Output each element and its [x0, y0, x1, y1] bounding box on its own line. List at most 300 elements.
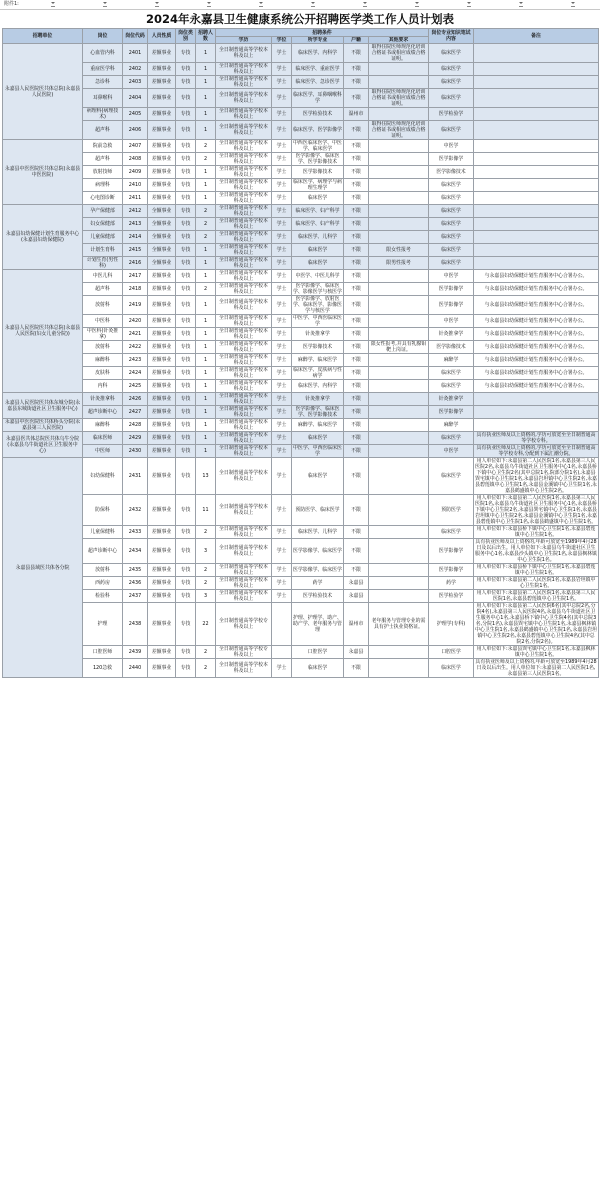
nature-cell[interactable]: 差额事业	[148, 192, 176, 205]
filter-dropdown-icon[interactable]	[51, 2, 55, 7]
nature-cell[interactable]: 差额事业	[148, 296, 176, 315]
nature-cell[interactable]: 差额事业	[148, 432, 176, 445]
other-requirement-cell[interactable]	[369, 166, 429, 179]
hukou-cell[interactable]: 不限	[344, 458, 369, 495]
count-cell[interactable]: 2	[196, 526, 216, 539]
major-cell[interactable]: 医学影像学、临床医学	[292, 564, 344, 577]
post-cell[interactable]: 超声科	[83, 283, 123, 296]
category-cell[interactable]: 专技	[176, 205, 196, 218]
count-cell[interactable]: 1	[196, 354, 216, 367]
post-cell[interactable]: 检验科	[83, 590, 123, 603]
filter-dropdown-icon[interactable]	[519, 2, 523, 7]
education-cell[interactable]: 全日制普通高等学校本科及以上	[216, 367, 272, 380]
remark-cell[interactable]	[474, 166, 599, 179]
education-cell[interactable]: 全日制普通高等学校专科及以上	[216, 603, 272, 646]
remark-cell[interactable]: 用人单位如下:永嘉县桥下镇中心卫生院1名,永嘉县碧莲镇中心卫生院1名。	[474, 564, 599, 577]
exam-subject-cell[interactable]: 临床医学	[429, 257, 474, 270]
education-cell[interactable]: 全日制普通高等学校本科及以上	[216, 218, 272, 231]
nature-cell[interactable]: 差额事业	[148, 108, 176, 121]
major-cell[interactable]: 临床医学、急诊医学	[292, 76, 344, 89]
nature-cell[interactable]: 差额事业	[148, 603, 176, 646]
degree-cell[interactable]: 学士	[272, 108, 292, 121]
code-cell[interactable]: 2437	[123, 590, 148, 603]
major-cell[interactable]: 医学检验技术	[292, 590, 344, 603]
category-cell[interactable]: 专技	[176, 244, 196, 257]
degree-cell[interactable]: 学士	[272, 564, 292, 577]
remark-cell[interactable]: 与永嘉县妇幼保健计划生育服务中心合署办公。	[474, 315, 599, 328]
major-cell[interactable]: 中西医临床医学、中医学、临床医学	[293, 140, 342, 152]
other-requirement-cell[interactable]: 限女性报考,并具有乳腺钼靶上岗证。	[369, 341, 429, 354]
category-cell[interactable]: 专技	[176, 166, 196, 179]
category-cell[interactable]: 专技	[176, 257, 196, 270]
exam-subject-cell[interactable]: 医学检验学	[429, 108, 474, 121]
nature-cell[interactable]: 差额事业	[148, 315, 176, 328]
other-requirement-cell[interactable]	[369, 76, 429, 89]
remark-cell[interactable]	[474, 153, 599, 166]
post-cell[interactable]: 放射科	[83, 564, 123, 577]
major-cell[interactable]: 针灸推拿学	[292, 328, 344, 341]
remark-cell[interactable]: 具有执业医师及以上资格的,学历可放宽至全日制普通高等学校专科,分配到下属汇潮分院。	[474, 445, 599, 458]
education-cell[interactable]: 全日制普通高等学校本科及以上	[216, 89, 272, 108]
nature-cell[interactable]: 差额事业	[148, 283, 176, 296]
exam-subject-cell[interactable]: 药学	[429, 577, 474, 590]
education-cell[interactable]: 全日制普通高等学校本科及以上	[216, 590, 272, 603]
count-cell[interactable]: 2	[196, 140, 216, 153]
category-cell[interactable]: 专技	[176, 495, 196, 526]
degree-cell[interactable]: 学士	[272, 231, 292, 244]
nature-cell[interactable]: 差额事业	[148, 63, 176, 76]
major-cell[interactable]: 临床医学	[292, 192, 344, 205]
exam-subject-cell[interactable]: 临床医学	[429, 63, 474, 76]
education-cell[interactable]: 全日制普通高等学校本科及以上	[216, 526, 272, 539]
other-requirement-cell[interactable]	[369, 458, 429, 495]
exam-subject-cell[interactable]: 麻醉学	[429, 419, 474, 432]
degree-cell[interactable]: 学士	[272, 296, 292, 315]
post-cell[interactable]: 口腔医师	[83, 646, 123, 659]
education-cell[interactable]: 全日制普通高等学校本科及以上	[216, 166, 272, 179]
exam-subject-cell[interactable]: 针灸推拿学	[429, 393, 474, 406]
remark-cell[interactable]	[474, 63, 599, 76]
other-requirement-cell[interactable]	[369, 659, 429, 678]
other-requirement-cell[interactable]	[369, 179, 429, 192]
post-cell[interactable]: 超声科	[83, 121, 123, 140]
nature-cell[interactable]: 差额事业	[148, 564, 176, 577]
post-cell[interactable]: 计划生育科	[83, 244, 123, 257]
remark-cell[interactable]	[474, 108, 599, 121]
nature-cell[interactable]: 差额事业	[148, 153, 176, 166]
code-cell[interactable]: 2436	[123, 577, 148, 590]
category-cell[interactable]: 专技	[176, 140, 196, 153]
category-cell[interactable]: 专技	[176, 659, 196, 678]
exam-subject-cell[interactable]: 医学影像技术	[429, 341, 474, 354]
category-cell[interactable]: 专技	[176, 603, 196, 646]
code-cell[interactable]: 2433	[123, 526, 148, 539]
nature-cell[interactable]: 差额事业	[148, 89, 176, 108]
code-cell[interactable]: 2438	[123, 603, 148, 646]
unit-cell[interactable]: 永嘉县中医医院医共体总院(永嘉县中医医院)	[3, 140, 83, 205]
other-requirement-cell[interactable]	[369, 419, 429, 432]
unit-cell[interactable]: 永嘉县县域医共体各分院	[3, 458, 83, 678]
remark-cell[interactable]: 与永嘉县妇幼保健计划生育服务中心合署办公。	[474, 296, 599, 315]
other-requirement-cell[interactable]	[369, 646, 429, 659]
exam-subject-cell[interactable]: 针灸推拿学	[429, 328, 474, 341]
major-cell[interactable]: 临床医学、内科学	[292, 380, 344, 393]
post-cell[interactable]: 中医科(针灸推拿)	[83, 328, 123, 341]
post-cell[interactable]: 内科	[83, 380, 123, 393]
remark-cell[interactable]	[474, 231, 599, 244]
major-cell[interactable]: 临床医学、妇产科学	[292, 218, 344, 231]
education-cell[interactable]: 全日制普通高等学校本科及以上	[216, 192, 272, 205]
count-cell[interactable]: 1	[196, 419, 216, 432]
code-cell[interactable]: 2425	[123, 380, 148, 393]
remark-cell[interactable]	[474, 76, 599, 89]
nature-cell[interactable]: 差额事业	[148, 445, 176, 458]
major-cell[interactable]: 临床医学	[292, 659, 344, 678]
nature-cell[interactable]: 差额事业	[148, 341, 176, 354]
hukou-cell[interactable]: 不限	[344, 315, 369, 328]
education-cell[interactable]: 全日制普通高等学校本科及以上	[216, 341, 272, 354]
category-cell[interactable]: 专技	[176, 367, 196, 380]
hukou-cell[interactable]: 永嘉县	[344, 577, 369, 590]
degree-cell[interactable]: 学士	[272, 406, 292, 419]
hukou-cell[interactable]: 不限	[344, 257, 369, 270]
exam-subject-cell[interactable]: 临床医学	[429, 44, 474, 63]
major-cell[interactable]: 临床医学、内科学	[292, 44, 344, 63]
post-cell[interactable]: 麻醉科	[83, 354, 123, 367]
nature-cell[interactable]: 全额事业	[148, 257, 176, 270]
post-cell[interactable]: 防保科	[83, 495, 123, 526]
exam-subject-cell[interactable]: 临床医学	[429, 526, 474, 539]
major-cell[interactable]: 临床医学	[292, 432, 344, 445]
hukou-cell[interactable]: 不限	[344, 393, 369, 406]
major-cell[interactable]: 中医学、中医儿科学	[292, 270, 344, 283]
education-cell[interactable]: 全日制普通高等学校本科及以上	[216, 244, 272, 257]
category-cell[interactable]: 专技	[176, 153, 196, 166]
other-requirement-cell[interactable]: 取得住院医师规范化培训合格证书或相应成绩合格证明。	[369, 121, 429, 140]
degree-cell[interactable]: 学士	[272, 341, 292, 354]
nature-cell[interactable]: 差额事业	[148, 539, 176, 564]
other-requirement-cell[interactable]	[369, 432, 429, 445]
other-requirement-cell[interactable]	[369, 328, 429, 341]
filter-dropdown-icon[interactable]	[571, 2, 575, 7]
hukou-cell[interactable]: 不限	[344, 432, 369, 445]
remark-cell[interactable]	[474, 393, 599, 406]
nature-cell[interactable]: 差额事业	[148, 44, 176, 63]
filter-dropdown-icon[interactable]	[103, 2, 107, 7]
count-cell[interactable]: 2	[196, 577, 216, 590]
other-requirement-cell[interactable]	[369, 315, 429, 328]
nature-cell[interactable]: 差额事业	[148, 419, 176, 432]
remark-cell[interactable]: 具有执业医师及以上资格的,学历可放宽至全日制普通高等学校专科。	[474, 432, 599, 445]
remark-cell[interactable]: 与永嘉县妇幼保健计划生育服务中心合署办公。	[474, 380, 599, 393]
remark-cell[interactable]	[474, 205, 599, 218]
code-cell[interactable]: 2434	[123, 539, 148, 564]
category-cell[interactable]: 专技	[176, 564, 196, 577]
degree-cell[interactable]: 学士	[272, 179, 292, 192]
exam-subject-cell[interactable]: 临床医学	[429, 89, 474, 108]
remark-cell[interactable]	[474, 406, 599, 419]
degree-cell[interactable]: 学士	[272, 153, 292, 166]
code-cell[interactable]: 2424	[123, 367, 148, 380]
remark-cell[interactable]: 具有执业医师及以上资格的,年龄可放宽至1989年4月28日及以后出生。用人单位如下:永嘉县第二人民医院1名,永嘉县第三人民医院1名。	[475, 659, 597, 677]
major-cell[interactable]: 医学影像技术	[292, 166, 344, 179]
post-cell[interactable]: 护理	[83, 603, 123, 646]
degree-cell[interactable]: 学士	[272, 244, 292, 257]
count-cell[interactable]: 1	[196, 328, 216, 341]
filter-dropdown-icon[interactable]	[363, 2, 367, 7]
remark-cell[interactable]	[474, 244, 599, 257]
major-cell[interactable]: 医学影像学、临床医学、影像医学与核医学	[293, 283, 342, 295]
major-cell[interactable]: 药学	[292, 577, 344, 590]
code-cell[interactable]: 2429	[123, 432, 148, 445]
count-cell[interactable]: 3	[196, 590, 216, 603]
remark-cell[interactable]: 与永嘉县妇幼保健计划生育服务中心合署办公。	[474, 328, 599, 341]
exam-subject-cell[interactable]: 临床医学	[429, 179, 474, 192]
category-cell[interactable]: 专技	[176, 354, 196, 367]
hukou-cell[interactable]: 不限	[344, 244, 369, 257]
nature-cell[interactable]: 差额事业	[148, 166, 176, 179]
post-cell[interactable]: 皮肤科	[83, 367, 123, 380]
degree-cell[interactable]: 学士	[272, 577, 292, 590]
nature-cell[interactable]: 差额事业	[148, 406, 176, 419]
hukou-cell[interactable]: 不限	[344, 179, 369, 192]
other-requirement-cell[interactable]	[369, 367, 429, 380]
education-cell[interactable]: 全日制普通高等学校本科及以上	[216, 283, 272, 296]
category-cell[interactable]: 专技	[176, 445, 196, 458]
exam-subject-cell[interactable]: 麻醉学	[429, 354, 474, 367]
code-cell[interactable]: 2422	[123, 341, 148, 354]
category-cell[interactable]: 专技	[176, 63, 196, 76]
degree-cell[interactable]: 学士	[272, 63, 292, 76]
education-cell[interactable]: 全日制普通高等学校本科及以上	[216, 393, 272, 406]
post-cell[interactable]: 病理科	[83, 179, 123, 192]
major-cell[interactable]: 临床医学、儿科学	[292, 231, 344, 244]
degree-cell[interactable]: 学士	[272, 166, 292, 179]
category-cell[interactable]: 专技	[176, 380, 196, 393]
other-requirement-cell[interactable]: 限男性报考	[369, 257, 429, 270]
category-cell[interactable]: 专技	[176, 218, 196, 231]
remark-cell[interactable]: 用人单位如下:永嘉县巽宅镇中心卫生院1名,永嘉县枫林镇中心卫生院1名。	[474, 646, 599, 659]
major-cell[interactable]: 医学影像学、临床医学	[292, 539, 344, 564]
education-cell[interactable]: 全日制普通高等学校本科及以上	[216, 257, 272, 270]
count-cell[interactable]: 2	[196, 205, 216, 218]
education-cell[interactable]: 全日制普通高等学校专科及以上	[216, 646, 272, 659]
other-requirement-cell[interactable]	[369, 590, 429, 603]
unit-cell[interactable]: 永嘉县中医医院医共体桥头分院(永嘉县第三人民医院)	[3, 419, 83, 432]
count-cell[interactable]: 1	[196, 63, 216, 76]
degree-cell[interactable]: 学士	[272, 419, 292, 432]
degree-cell[interactable]: 学士	[272, 121, 292, 140]
count-cell[interactable]: 1	[196, 445, 216, 458]
remark-cell[interactable]: 与永嘉县妇幼保健计划生育服务中心合署办公。	[474, 341, 599, 354]
unit-cell[interactable]: 永嘉县妇幼保健计划生育服务中心(永嘉县妇幼保健院)	[3, 205, 83, 270]
exam-subject-cell[interactable]: 口腔医学	[429, 646, 474, 659]
post-cell[interactable]: 放射科	[83, 341, 123, 354]
exam-subject-cell[interactable]: 临床医学	[429, 192, 474, 205]
post-cell[interactable]: 中医科	[83, 315, 123, 328]
count-cell[interactable]: 1	[196, 76, 216, 89]
nature-cell[interactable]: 差额事业	[148, 354, 176, 367]
education-cell[interactable]: 全日制普通高等学校本科及以上	[216, 153, 272, 166]
remark-cell[interactable]: 具有执业医师及以上资格的,年龄可放宽至1989年4月28日及以后出生。用人单位如下:永嘉县乌牛街道社区卫生服务中心1名,永嘉县沙头镇中心卫生院1名,永嘉县枫林镇中心卫生院1名。	[475, 539, 597, 563]
category-cell[interactable]: 专技	[176, 44, 196, 63]
degree-cell[interactable]	[272, 603, 292, 646]
count-cell[interactable]: 1	[196, 166, 216, 179]
post-cell[interactable]: 中医儿科	[83, 270, 123, 283]
degree-cell[interactable]: 学士	[272, 445, 292, 458]
other-requirement-cell[interactable]	[369, 231, 429, 244]
major-cell[interactable]: 针灸推拿学	[292, 393, 344, 406]
count-cell[interactable]: 1	[196, 393, 216, 406]
education-cell[interactable]: 全日制普通高等学校本科及以上	[216, 458, 272, 495]
other-requirement-cell[interactable]	[369, 564, 429, 577]
other-requirement-cell[interactable]	[369, 140, 429, 153]
post-cell[interactable]: 心血管内科	[83, 44, 123, 63]
education-cell[interactable]: 全日制普通高等学校本科及以上	[216, 44, 272, 63]
count-cell[interactable]: 2	[196, 646, 216, 659]
category-cell[interactable]: 专技	[176, 419, 196, 432]
post-cell[interactable]: 放射科	[83, 296, 123, 315]
category-cell[interactable]: 专技	[176, 458, 196, 495]
other-requirement-cell[interactable]	[369, 192, 429, 205]
post-cell[interactable]: 院前急救	[83, 140, 123, 153]
major-cell[interactable]: 护理、护理学、助产、助产学、老年服务与管理	[292, 603, 344, 646]
post-cell[interactable]: 针灸推拿科	[83, 393, 123, 406]
count-cell[interactable]: 1	[196, 296, 216, 315]
exam-subject-cell[interactable]: 预防医学	[429, 495, 474, 526]
hukou-cell[interactable]: 永嘉县	[344, 590, 369, 603]
hukou-cell[interactable]: 不限	[344, 564, 369, 577]
filter-dropdown-icon[interactable]	[207, 2, 211, 7]
degree-cell[interactable]: 学士	[272, 380, 292, 393]
nature-cell[interactable]: 全额事业	[148, 231, 176, 244]
remark-cell[interactable]: 用人单位如下:永嘉县第二人民医院1名,永嘉县岩坦镇中心卫生院1名。	[474, 577, 599, 590]
remark-cell[interactable]	[474, 140, 599, 153]
post-cell[interactable]: 孕产保健部	[83, 205, 123, 218]
hukou-cell[interactable]: 不限	[344, 153, 369, 166]
major-cell[interactable]: 临床医学、妇产科学	[292, 205, 344, 218]
count-cell[interactable]: 2	[196, 231, 216, 244]
post-cell[interactable]: 120急救	[83, 659, 123, 678]
category-cell[interactable]: 专技	[176, 89, 196, 108]
degree-cell[interactable]: 学士	[272, 257, 292, 270]
exam-subject-cell[interactable]: 临床医学	[429, 121, 474, 140]
degree-cell[interactable]: 学士	[272, 192, 292, 205]
post-cell[interactable]: 超声科	[83, 153, 123, 166]
category-cell[interactable]: 专技	[176, 121, 196, 140]
count-cell[interactable]: 13	[196, 458, 216, 495]
hukou-cell[interactable]: 不限	[344, 296, 369, 315]
code-cell[interactable]: 2431	[123, 458, 148, 495]
filter-dropdown-icon[interactable]	[259, 2, 263, 7]
major-cell[interactable]: 口腔医学	[292, 646, 344, 659]
count-cell[interactable]: 2	[196, 564, 216, 577]
count-cell[interactable]: 1	[196, 315, 216, 328]
exam-subject-cell[interactable]: 临床医学	[429, 659, 474, 678]
post-cell[interactable]: 急诊科	[83, 76, 123, 89]
filter-dropdown-icon[interactable]	[155, 2, 159, 7]
degree-cell[interactable]: 学士	[272, 590, 292, 603]
remark-cell[interactable]	[474, 121, 599, 140]
code-cell[interactable]: 2410	[123, 179, 148, 192]
remark-cell[interactable]	[474, 218, 599, 231]
other-requirement-cell[interactable]	[369, 406, 429, 419]
education-cell[interactable]: 全日制普通高等学校本科及以上	[216, 564, 272, 577]
education-cell[interactable]: 全日制普通高等学校本科及以上	[216, 577, 272, 590]
category-cell[interactable]: 专技	[176, 179, 196, 192]
post-cell[interactable]: 放射技师	[83, 166, 123, 179]
category-cell[interactable]: 专技	[176, 432, 196, 445]
education-cell[interactable]: 全日制普通高等学校本科及以上	[216, 76, 272, 89]
hukou-cell[interactable]: 不限	[344, 166, 369, 179]
remark-cell[interactable]: 与永嘉县妇幼保健计划生育服务中心合署办公。	[474, 283, 599, 296]
nature-cell[interactable]: 差额事业	[148, 577, 176, 590]
other-requirement-cell[interactable]	[369, 153, 429, 166]
exam-subject-cell[interactable]: 临床医学	[429, 367, 474, 380]
count-cell[interactable]: 1	[196, 257, 216, 270]
post-cell[interactable]: 妇幼保健科	[83, 458, 123, 495]
remark-cell[interactable]	[474, 257, 599, 270]
exam-subject-cell[interactable]: 中医学	[429, 315, 474, 328]
count-cell[interactable]: 2	[196, 153, 216, 166]
exam-subject-cell[interactable]: 医学检验学	[429, 590, 474, 603]
code-cell[interactable]: 2428	[123, 419, 148, 432]
exam-subject-cell[interactable]: 医学影像学	[429, 539, 474, 564]
exam-subject-cell[interactable]: 医学影像技术	[429, 166, 474, 179]
category-cell[interactable]: 专技	[176, 231, 196, 244]
remark-cell[interactable]: 与永嘉县妇幼保健计划生育服务中心合署办公。	[474, 367, 599, 380]
degree-cell[interactable]: 学士	[272, 283, 292, 296]
degree-cell[interactable]: 学士	[272, 315, 292, 328]
degree-cell[interactable]: 学士	[272, 458, 292, 495]
hukou-cell[interactable]: 不限	[344, 192, 369, 205]
exam-subject-cell[interactable]: 中医学	[429, 140, 474, 153]
other-requirement-cell[interactable]	[369, 380, 429, 393]
other-requirement-cell[interactable]: 限女性报考	[369, 244, 429, 257]
code-cell[interactable]: 2423	[123, 354, 148, 367]
nature-cell[interactable]: 差额事业	[148, 495, 176, 526]
degree-cell[interactable]: 学士	[272, 270, 292, 283]
nature-cell[interactable]: 差额事业	[148, 380, 176, 393]
filter-dropdown-icon[interactable]	[467, 2, 471, 7]
category-cell[interactable]: 专技	[176, 108, 196, 121]
major-cell[interactable]: 医学影像学、放射医学、临床医学、影像医学与核医学	[293, 296, 342, 314]
count-cell[interactable]: 3	[196, 539, 216, 564]
count-cell[interactable]: 2	[196, 659, 216, 678]
code-cell[interactable]: 2419	[123, 296, 148, 315]
hukou-cell[interactable]: 不限	[344, 89, 369, 108]
nature-cell[interactable]: 全额事业	[148, 218, 176, 231]
other-requirement-cell[interactable]	[369, 495, 429, 526]
hukou-cell[interactable]: 不限	[344, 341, 369, 354]
unit-cell[interactable]: 永嘉县人民医院医共体东城分院(永嘉县东城街道社区卫生服务中心)	[3, 393, 83, 419]
code-cell[interactable]: 2402	[123, 63, 148, 76]
code-cell[interactable]: 2427	[123, 406, 148, 419]
education-cell[interactable]: 全日制普通高等学校本科及以上	[216, 495, 272, 526]
education-cell[interactable]: 全日制普通高等学校本科及以上	[216, 659, 272, 678]
post-cell[interactable]: 妇女保健部	[83, 218, 123, 231]
remark-cell[interactable]	[474, 192, 599, 205]
other-requirement-cell[interactable]	[369, 393, 429, 406]
hukou-cell[interactable]: 不限	[344, 121, 369, 140]
education-cell[interactable]: 全日制普通高等学校本科及以上	[216, 179, 272, 192]
exam-subject-cell[interactable]: 临床医学	[429, 432, 474, 445]
remark-cell[interactable]: 用人单位如下:永嘉县第二人民医院1名,永嘉县第三人民医院1名,永嘉县乌牛街道社区卫生服务中心1名,永嘉县桥下镇中心卫生院2名,永嘉县巽宅镇中心卫生院1名,永嘉县岩坦镇中心卫生院2名,永嘉县金溪镇中心卫生院1名,永嘉县碧莲镇中心卫生院1名,永嘉县鹤盛镇中心卫生院1名。	[475, 495, 597, 525]
code-cell[interactable]: 2408	[123, 153, 148, 166]
major-cell[interactable]: 医学影像技术	[292, 341, 344, 354]
nature-cell[interactable]: 差额事业	[148, 140, 176, 153]
major-cell[interactable]: 临床医学、病理学与病理生理学	[293, 179, 342, 191]
